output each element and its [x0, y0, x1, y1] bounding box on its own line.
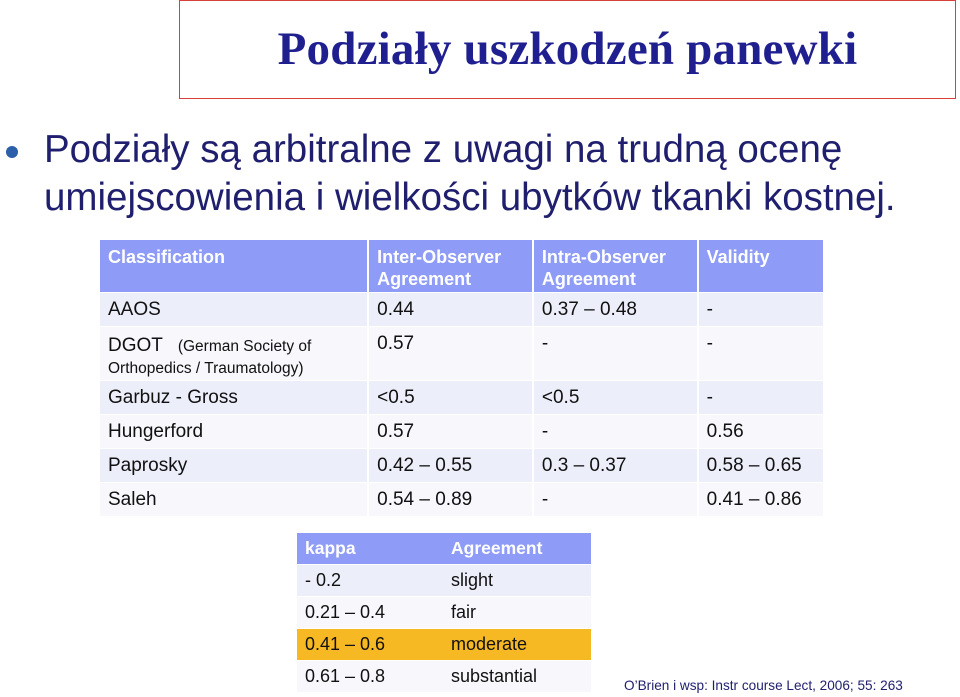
- kappa-row-highlighted: [297, 629, 591, 661]
- cell-inter: 0.42 – 0.55: [369, 449, 534, 483]
- cell-name-note: (German Society of Orthopedics / Traumatology): [108, 338, 312, 377]
- kappa-row: [297, 565, 591, 597]
- bullet-text: [44, 126, 944, 222]
- cell-kappa: 0.41 – 0.6: [297, 629, 443, 661]
- cell-name: [100, 327, 369, 381]
- cell-agreement: fair: [443, 597, 591, 629]
- cell-agreement: slight: [443, 565, 591, 597]
- table-row: [100, 483, 825, 517]
- bullet-line-2: umiejscowienia i wielkości ubytków tkanki kostnej.: [44, 176, 896, 219]
- table-row: [100, 327, 825, 381]
- cell-inter: <0.5: [369, 381, 534, 415]
- cell-intra: <0.5: [534, 381, 699, 415]
- source-citation: O’Brien i wsp: Instr course Lect, 2006; 55: 263: [624, 678, 903, 693]
- cell-validity: 0.41 – 0.86: [699, 483, 825, 517]
- slide-title: Podziały uszkodzeń panewki: [277, 22, 858, 75]
- cell-intra: -: [534, 483, 699, 517]
- kappa-table: [297, 533, 591, 693]
- table-row: [100, 449, 825, 483]
- cell-agreement: moderate: [443, 629, 591, 661]
- cell-inter: 0.44: [369, 293, 534, 327]
- cell-name: Garbuz - Gross: [100, 381, 369, 415]
- cell-intra: 0.37 – 0.48: [534, 293, 699, 327]
- title-box: [179, 0, 956, 99]
- bullet-dot-icon: [6, 146, 18, 158]
- cell-validity: -: [699, 327, 825, 381]
- kappa-row: [297, 597, 591, 629]
- cell-validity: 0.58 – 0.65: [699, 449, 825, 483]
- header-intra-observer: Intra-Observer Agreement: [534, 240, 699, 293]
- header-classification: Classification: [100, 240, 369, 293]
- cell-name: AAOS: [100, 293, 369, 327]
- table-header-row: [100, 240, 825, 293]
- cell-intra: -: [534, 327, 699, 381]
- header-validity: Validity: [699, 240, 825, 293]
- cell-intra: 0.3 – 0.37: [534, 449, 699, 483]
- cell-validity: -: [699, 293, 825, 327]
- cell-kappa: 0.21 – 0.4: [297, 597, 443, 629]
- header-kappa: kappa: [297, 533, 443, 565]
- header-agreement: Agreement: [443, 533, 591, 565]
- table-row: [100, 381, 825, 415]
- classification-table: [100, 240, 825, 517]
- table-row: [100, 293, 825, 327]
- kappa-header-row: [297, 533, 591, 565]
- cell-name-main: DGOT: [108, 335, 163, 356]
- cell-name: Paprosky: [100, 449, 369, 483]
- cell-inter: 0.57: [369, 415, 534, 449]
- cell-agreement: substantial: [443, 661, 591, 693]
- bullet-line-1: Podziały są arbitralne z uwagi na trudną ocenę: [44, 128, 843, 171]
- header-inter-observer: Inter-Observer Agreement: [369, 240, 534, 293]
- cell-inter: 0.57: [369, 327, 534, 381]
- cell-name: Saleh: [100, 483, 369, 517]
- cell-name: Hungerford: [100, 415, 369, 449]
- kappa-row: [297, 661, 591, 693]
- cell-kappa: - 0.2: [297, 565, 443, 597]
- cell-kappa: 0.61 – 0.8: [297, 661, 443, 693]
- cell-inter: 0.54 – 0.89: [369, 483, 534, 517]
- table-row: [100, 415, 825, 449]
- cell-validity: -: [699, 381, 825, 415]
- cell-intra: -: [534, 415, 699, 449]
- cell-validity: 0.56: [699, 415, 825, 449]
